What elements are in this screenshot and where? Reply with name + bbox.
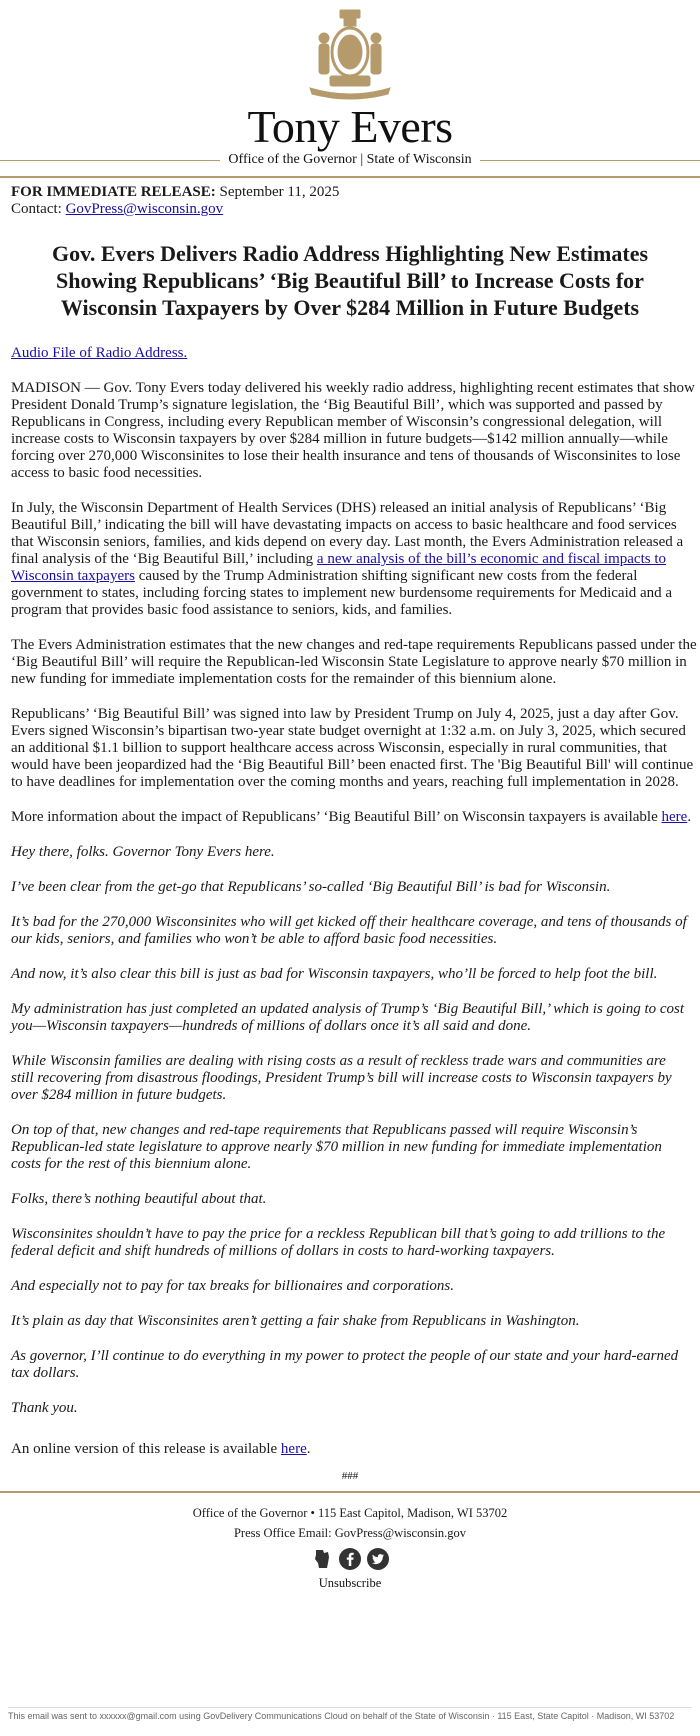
social-icons	[0, 1547, 700, 1571]
address-paragraph: My administration has just completed an updated analysis of Trump’s ‘Big Beautiful Bill,’ which is going to cost you—Wisconsin taxpayers—hundreds of millions of dollars once it’s all said and done.	[11, 1001, 685, 1034]
more-info-period: .	[687, 809, 692, 825]
contact-email-link[interactable]: GovPress@wisconsin.gov	[65, 201, 224, 217]
contact-line	[11, 201, 689, 218]
governor-name: Tony Evers	[247, 101, 453, 152]
email-footer	[0, 1493, 700, 1593]
address-paragraph: On top of that, new changes and red-tape requirements that Republicans passed will require Wisconsin’s Republican-led state legislature to approve nearly $70 million in new funding for immediate implementation costs for the rest of this biennium alone.	[11, 1122, 662, 1172]
facebook-icon[interactable]	[338, 1547, 362, 1571]
paragraph-signed-into-law: Republicans’ ‘Big Beautiful Bill’ was signed into law by President Trump on July 4, 2025, just a day after Gov. Evers signed Wisconsin’s bipartisan two-year state budget overnight at 1:32 a.m. on July 3, 2025, which secured an additional $1.1 billion to support healthcare access across Wisconsin, especially in rural communities, that would have been jeopardized had the ‘Big Beautiful Bill’ been enacted first. The 'Big Beautiful Bill' will continue to have deadlines for implementation over the coming months and years, reaching full implementation in 2028.	[11, 706, 694, 790]
address-paragraph: As governor, I’ll continue to do everything in my power to protect the people of our state and your hard-earned tax dollars.	[11, 1348, 679, 1381]
online-version-period: .	[306, 1441, 311, 1457]
delivery-note: This email was sent to xxxxxx@gmail.com using GovDelivery Communications Cloud on behalf of the State of Wisconsin · 115 East, State Capitol · Madison, WI 53702	[8, 1707, 692, 1722]
more-info-text: More information about the impact of Republicans’ ‘Big Beautiful Bill’ on Wisconsin taxpayers is available	[11, 809, 662, 825]
address-paragraph: It’s bad for the 270,000 Wisconsinites who will get kicked off their healthcare coverage, and tens of thousands of our kids, seniors, and families who won’t be able to afford basic food necessities.	[11, 914, 687, 947]
paragraph-dhs-text-before: In July, the Wisconsin Department of Health Services (DHS) released an initial analysis of Republicans’ ‘Big Beautiful Bill,’ indicating the bill will have devastating impacts on access to basic healthcare and food services that Wisconsin seniors, families, and kids depend on every day. Last month, the Evers Administration released a final analysis of the ‘Big Beautiful Bill,’ including	[11, 500, 684, 567]
paragraph-dhs-text-after: caused by the Trump Administration shifting significant new costs from the federal government to states, including forcing states to implement new burdensome requirements for Medicaid and a program that provides basic food assistance to seniors, kids, and families.	[11, 568, 673, 618]
release-date: September 11, 2025	[215, 184, 340, 200]
wisconsin-seal-icon	[300, 8, 400, 100]
online-version-line	[11, 1441, 689, 1458]
release-label: FOR IMMEDIATE RELEASE:	[11, 184, 216, 200]
office-subtitle: Office of the Governor | State of Wisconsin	[228, 152, 472, 167]
subtitle-divider-right	[480, 160, 700, 161]
unsubscribe-link[interactable]: Unsubscribe	[318, 1576, 382, 1590]
address-paragraph: While Wisconsin families are dealing with rising costs as a result of reckless trade wars and communities are still recovering from disastrous floodings, President Trump’s bill will increase costs to Wisconsin taxpayers by over $284 million in future budgets.	[11, 1053, 672, 1103]
paragraph-more-info	[11, 809, 700, 826]
address-paragraph: It’s plain as day that Wisconsinites aren’t getting a fair shake from Republicans in Washington.	[11, 1313, 580, 1329]
address-paragraph: Thank you.	[11, 1400, 78, 1416]
wisconsin-map-icon[interactable]	[310, 1547, 334, 1571]
subtitle-divider-left	[0, 160, 220, 161]
twitter-icon[interactable]	[366, 1547, 390, 1571]
footer-press-email: Press Office Email: GovPress@wisconsin.gov	[233, 1526, 467, 1540]
paragraph-intro: MADISON — Gov. Tony Evers today delivered his weekly radio address, highlighting recent estimates that show President Donald Trump’s signature legislation, the ‘Big Beautiful Bill’, which was supported and passed by Republicans in Congress, including every Republican member of Wisconsin’s congressional delegation, will increase costs to Wisconsin taxpayers by over $284 million in future budgets—$142 million annually—while forcing over 270,000 Wisconsinites to lose their health insurance and tens of thousands of Wisconsinites to lose access to basic food necessities.	[11, 380, 695, 481]
online-version-text: An online version of this release is available	[11, 1441, 281, 1457]
paragraph-dhs-analysis	[11, 500, 700, 619]
footer-address: Office of the Governor • 115 East Capitol, Madison, WI 53702	[192, 1506, 508, 1520]
audio-file-link[interactable]: Audio File of Radio Address.	[11, 345, 188, 361]
release-body	[0, 184, 700, 1485]
address-paragraph: And now, it’s also clear this bill is just as bad for Wisconsin taxpayers, who’ll be forced to help foot the bill.	[11, 966, 658, 982]
end-mark: ###	[341, 1470, 359, 1482]
address-paragraph: And especially not to pay for tax breaks for billionaires and corporations.	[11, 1278, 455, 1294]
office-subtitle-row	[0, 152, 700, 168]
address-paragraph: I’ve been clear from the get-go that Republicans’ so-called ‘Big Beautiful Bill’ is bad for Wisconsin.	[11, 879, 611, 895]
address-paragraph: Wisconsinites shouldn’t have to pay the price for a reckless Republican bill that’s going to add trillions to the federal deficit and shift hundreds of millions of dollars in costs to hard-working taxpayers.	[11, 1226, 666, 1259]
more-info-here-link[interactable]: here	[661, 809, 688, 825]
header-divider	[0, 176, 700, 178]
paragraph-estimates: The Evers Administration estimates that the new changes and red-tape requirements Republicans passed under the ‘Big Beautiful Bill’ will require the Republican-led Wisconsin State Legislature to approve nearly $70 million in new funding for immediate implementation costs for the remainder of this biennium alone.	[11, 637, 697, 687]
contact-label: Contact:	[11, 201, 66, 217]
online-version-here-link[interactable]: here	[280, 1441, 307, 1457]
analysis-link[interactable]: a new analysis of the bill’s economic and fiscal impacts to Wisconsin taxpayers	[11, 551, 666, 584]
address-paragraph: Hey there, folks. Governor Tony Evers here.	[11, 844, 275, 860]
page-title: Gov. Evers Delivers Radio Address Highlighting New Estimates Showing Republicans’ ‘Big Beautiful Bill’ to Increase Costs for Wisconsin Taxpayers by Over $284 Million in Future Budgets	[51, 241, 649, 320]
address-paragraph: Folks, there’s nothing beautiful about that.	[11, 1191, 267, 1207]
email-header	[0, 0, 700, 168]
release-line	[11, 184, 689, 201]
